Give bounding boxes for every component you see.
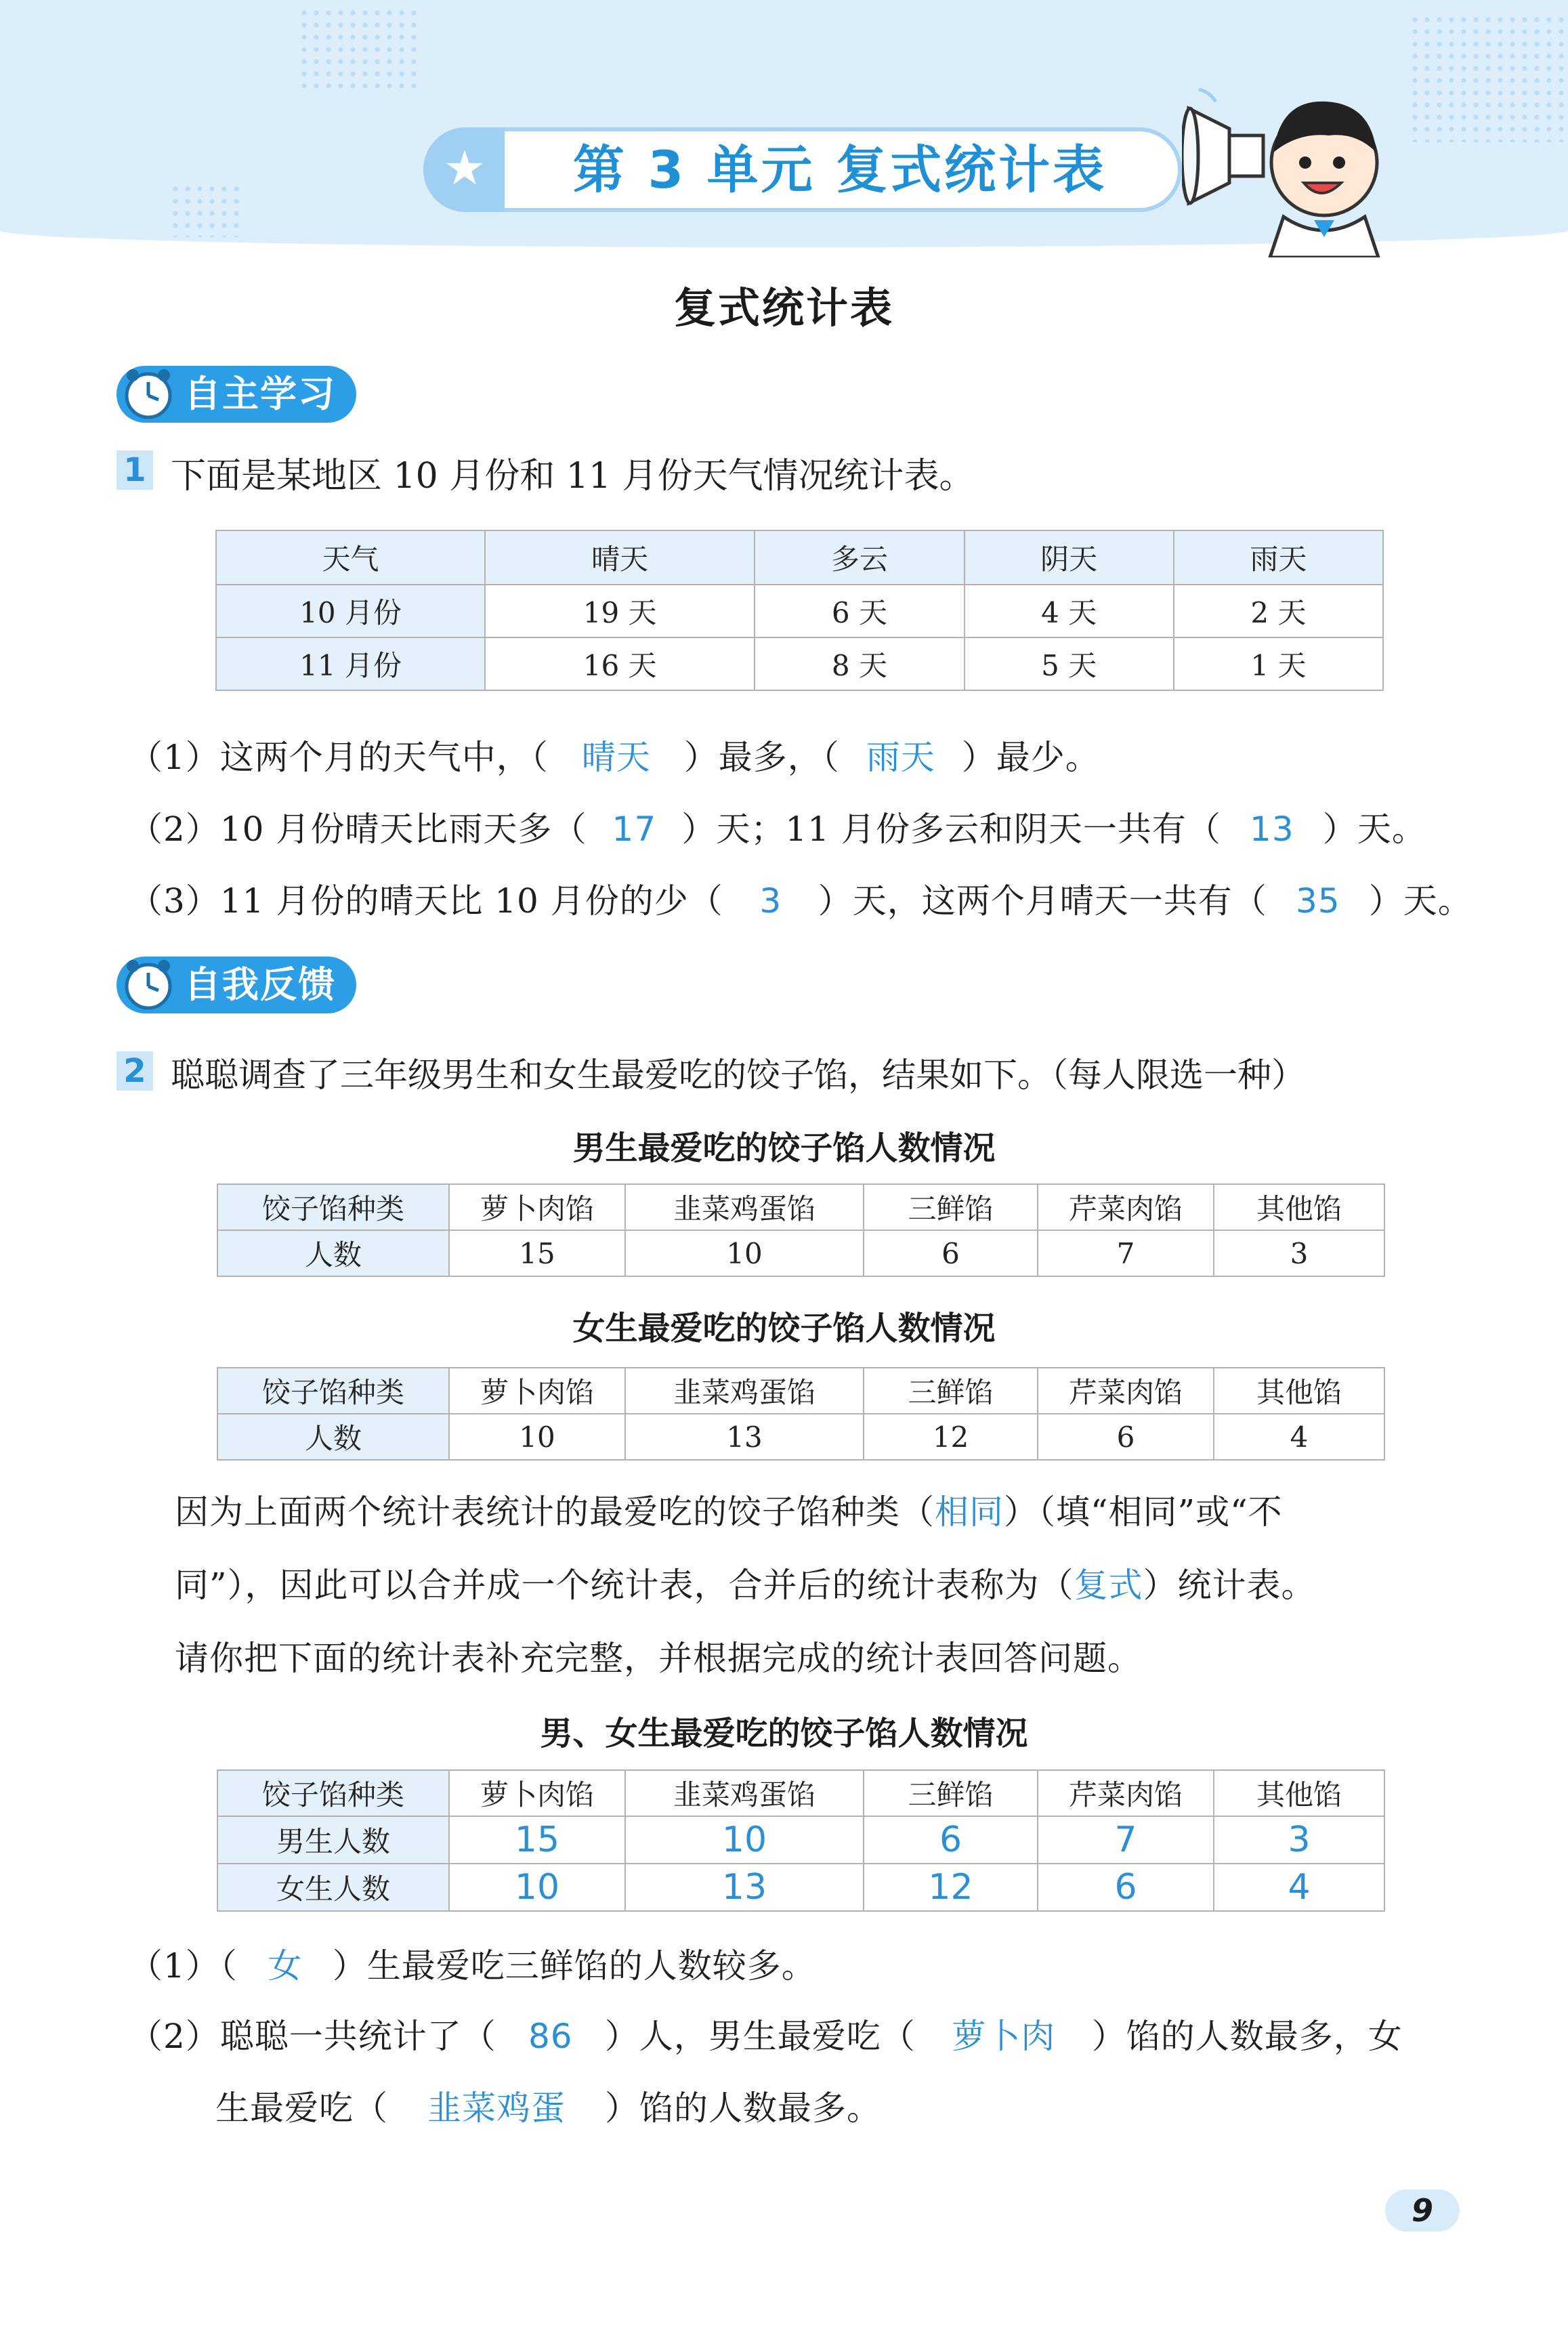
text: ）天。 [1322,810,1426,849]
answer-cell: 15 [449,1816,625,1864]
text: ）天，这两个月晴天一共有（ [818,881,1267,921]
question-prompt: 聪聪调查了三年级男生和女生最爱吃的饺子馅，结果如下。（每人限选一种） [171,1055,1305,1095]
q2-sub1 [129,1939,816,1988]
combined-table [217,1769,1385,1912]
answer: 韭菜鸡蛋 [427,2089,566,2128]
answer-cell: 10 [449,1864,625,1911]
table-header-cell: 韭菜鸡蛋馅 [625,1184,864,1230]
table-header-cell: 饺子馅种类 [217,1368,449,1414]
text: （3）11 月份的晴天比 10 月份的少（ [129,881,723,921]
table-header-cell: 其他馅 [1214,1184,1384,1230]
answer: 86 [528,2017,573,2056]
text: （2）聪聪一共统计了（ [129,2017,496,2056]
answer: 女 [268,1946,303,1986]
table-header-cell: 饺子馅种类 [217,1770,449,1816]
table-header-cell: 雨天 [1174,530,1383,585]
boys-table [217,1183,1385,1277]
table-header-cell: 多云 [755,530,964,585]
text: ）天。 [1368,881,1472,921]
table-header-cell: 芹菜肉馅 [1038,1770,1214,1816]
answer-cell: 7 [1038,1816,1214,1864]
text: （2）10 月份晴天比雨天多（ [129,810,587,849]
table-cell: 13 [625,1414,864,1460]
answer: 相同 [935,1492,1004,1532]
q1-sub3 [129,874,1472,923]
section-badge-self-study [116,366,356,423]
q2-para3: 请你把下面的统计表补充完整，并根据完成的统计表回答问题。 [175,1639,1142,1678]
section-title: 自主学习 [184,373,336,415]
girls-table [217,1367,1385,1461]
text: ）馅的人数最多，女 [1091,2017,1403,2056]
row-label: 10 月份 [216,585,485,637]
answer-cell: 6 [864,1816,1038,1864]
table-header-cell: 阴天 [965,530,1174,585]
table-header-cell: 三鲜馅 [864,1368,1038,1414]
row-label: 男生人数 [217,1816,449,1864]
text: ）天；11 月份多云和阴天一共有（ [681,810,1221,849]
answer-cell: 13 [625,1864,864,1911]
table-header-cell: 芹菜肉馅 [1038,1368,1214,1414]
table-cell: 6 天 [755,585,964,637]
text: ）人，男生最爱吃（ [604,2017,916,2056]
answer: 复式 [1074,1566,1143,1605]
combined-table-caption: 男、女生最爱吃的饺子馅人数情况 [540,1715,1028,1753]
table-cell: 8 天 [755,637,964,690]
table-cell: 10 [625,1230,864,1276]
q2-sub2 [129,2009,1403,2058]
table-cell: 19 天 [485,585,755,637]
table-cell: 4 [1214,1414,1384,1460]
row-label: 女生人数 [217,1864,449,1911]
table-header-cell: 饺子馅种类 [217,1184,449,1230]
row-label: 11 月份 [216,637,485,690]
header-dots-mid [169,183,244,237]
question-number: 2 [116,1051,153,1091]
table-header-cell: 萝卜肉馅 [449,1184,625,1230]
unit-title: 第 3 单元 复式统计表 [572,140,1107,200]
table-header-cell: 韭菜鸡蛋馅 [625,1770,864,1816]
text: ）（填“相同”或“不 [1004,1492,1283,1532]
answer-cell: 6 [1038,1864,1214,1911]
answer: 萝卜肉 [952,2017,1056,2056]
answer-cell: 12 [864,1864,1038,1911]
answer: 35 [1295,881,1340,921]
table-header-cell: 三鲜馅 [864,1184,1038,1230]
table-header-cell: 萝卜肉馅 [449,1368,625,1414]
text: ）馅的人数最多。 [605,2089,881,2128]
answer-cell: 10 [625,1816,864,1864]
table-cell: 3 [1214,1230,1384,1276]
table-row [217,1230,1384,1276]
girls-table-caption: 女生最爱吃的饺子馅人数情况 [572,1309,996,1347]
section-badge-feedback [116,957,356,1013]
row-label: 人数 [217,1230,449,1276]
table-header-cell: 其他馅 [1214,1368,1384,1414]
mascot-megaphone-icon [1182,88,1405,257]
table-row [217,1864,1384,1911]
table-cell: 6 [1038,1414,1214,1460]
alarm-clock-icon [122,958,175,1011]
q2-para1 [175,1485,1283,1534]
answer: 17 [612,810,657,849]
answer: 晴天 [581,738,651,777]
header-dots-right [1409,14,1565,142]
answer-cell: 4 [1214,1864,1384,1911]
boys-table-caption: 男生最爱吃的饺子馅人数情况 [572,1129,996,1167]
table-header-cell: 天气 [216,530,485,585]
text: 因为上面两个统计表统计的最爱吃的饺子馅种类（ [175,1492,935,1532]
alarm-clock-icon [122,367,175,420]
table-header-cell: 三鲜馅 [864,1770,1038,1816]
table-cell: 1 天 [1174,637,1383,690]
table-cell: 7 [1038,1230,1214,1276]
table-cell: 4 天 [965,585,1174,637]
header-dots-left [298,7,420,95]
lesson-title: 复式统计表 [673,283,894,333]
table-cell: 2 天 [1174,585,1383,637]
text: （1）（ [129,1946,238,1986]
text: （1）这两个月的天气中，（ [129,738,549,777]
table-cell: 6 [864,1230,1038,1276]
table-header-cell: 其他馅 [1214,1770,1384,1816]
table-cell: 12 [864,1414,1038,1460]
text: 生最爱吃（ [215,2089,388,2128]
section-title: 自我反馈 [184,963,336,1006]
answer: 3 [759,881,782,921]
answer: 13 [1250,810,1294,849]
table-cell: 5 天 [965,637,1174,690]
table-header-cell: 萝卜肉馅 [449,1770,625,1816]
table-cell: 10 [449,1414,625,1460]
table-row [216,637,1383,690]
text: ）生最爱吃三鲜馅的人数较多。 [332,1946,816,1986]
table-header-cell: 韭菜鸡蛋馅 [625,1368,864,1414]
text: ）最少。 [961,738,1100,777]
question-number: 1 [116,450,153,490]
answer-cell: 3 [1214,1816,1384,1864]
star-icon: ★ [443,140,486,196]
answer: 雨天 [866,738,935,777]
table-cell: 16 天 [485,637,755,690]
table-row [216,585,1383,637]
table-row [217,1414,1384,1460]
table-header-cell: 芹菜肉馅 [1038,1184,1214,1230]
table-header-cell: 晴天 [485,530,755,585]
text: ）最多，（ [683,738,840,777]
question-prompt: 下面是某地区 10 月份和 11 月份天气情况统计表。 [171,456,975,497]
table-cell: 15 [449,1230,625,1276]
text: 同”），因此可以合并成一个统计表，合并后的统计表称为（ [175,1566,1074,1605]
q2-para2 [175,1558,1316,1607]
q1-sub2 [129,802,1426,851]
table-row [217,1816,1384,1864]
q1-sub1 [129,730,1100,779]
page-number: 9 [1385,2189,1460,2231]
q2-sub2-cont [215,2081,881,2130]
row-label: 人数 [217,1414,449,1460]
weather-table [215,530,1384,691]
text: ）统计表。 [1143,1566,1316,1605]
